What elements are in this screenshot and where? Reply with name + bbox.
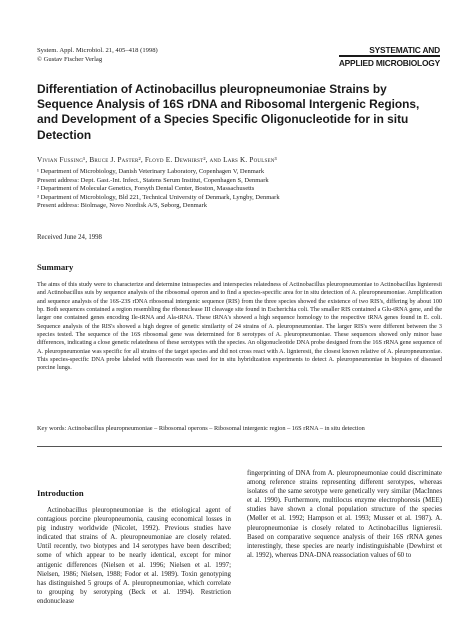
introduction-paragraph: Actinobacillus pleuropneumoniae is the etiological agent of contagious porcine pleuropneumonia, causing economical losses in pig industry worldwide (Nicolet, 1992). Previous studies have indicated that strains of A. pleuropneumoniae are closely related. Until recently, two biotypes and 14 serotypes have been described; some of which appear to be nearly identical, except for minor antigenic differences (Nielsen et al. 1996; Nielsen et al. 1997; Nielsen, 1986; Nielsen, 1988; Fodor et al. 1989). Toxin genotyping has distinguished 5 groups of A. pleuropneumoniae, which correlate to grouping by serotyping (Beck et al. 1994). Restriction endonuclease (37, 507, 231, 605)
author-list: Vivian Fussing¹, Bruce J. Paster², Floyd E. Dewhirst², and Lars K. Poulsen³ (37, 156, 277, 164)
affiliation-line: Present address: Dept. Gast.-Int. Infect., Statens Serum Institut, Copenhagen S, Denmark (37, 176, 269, 184)
introduction-left-column (37, 506, 231, 606)
affiliation-line: ³ Department of Microbiology, Bld 221, Technical University of Denmark, Lyngby, Denmark (37, 193, 280, 201)
introduction-right-column (247, 469, 442, 560)
summary-text: The aims of this study were to characterize and determine intraspecies and interspecies relatedness of Actinobacillus pleuropneumoniae to Actinobacillus lignieresii and Actinobacillus suis by sequence analysis of the ribosomal operon and to find a species-specific area for in situ detection of A. pleuropneumoniae. Amplification and sequence analysis of the 16S-23S rDNA ribosomal intergenic sequence (RIS) from the three species showed the existence of two RIS's, differing by about 100 bp. Both sequences contained a region resembling the ribonuclease III cleavage site found in Escherichia coli. The smaller RIS contained a Glu-tRNA gene, and the larger one contained genes encoding Ile-tRNA and Ala-tRNA. These tRNA's showed a high sequence homology to the respective tRNA genes found in E. coli. Sequence analysis of the RIS's showed a high degree of genetic similarity of 24 strains of A. pleuropneumoniae. The larger RIS's were different between the 3 species tested. The sequence of the 16S ribosomal gene was determined for 8 serotypes of A. pleuropneumoniae. These sequences showed only minor base differences, indicating a close genetic relatedness of these serotypes with the species. An oligonucleotide DNA probe designed from the 16S rRNA gene sequence of A. pleuropneumoniae was specific for all strains of the target species and did not cross react with A. lignieresii, the closest known relative of A. pleuropneumoniae. This species-specific DNA probe labeled with fluorescein was used for in situ hybridization experiments to detect A. pleuropneumoniae in biopsies of diseased porcine lungs. (37, 282, 442, 372)
paper-title: Differentiation of Actinobacillus pleuropneumoniae Strains by Sequence Analysis of 16S rDNA and Ribosomal Intergenic Regions, and Development of a Species Specific Oligonucleotide for in situ Detection (37, 82, 420, 142)
received-date: Received June 24, 1998 (37, 234, 102, 241)
journal-citation-line: System. Appl. Microbiol. 21, 405–418 (1998) (37, 47, 158, 54)
affiliation-line: Present address: Biolmage, Novo Nordisk A/S, Søborg, Denmark (37, 202, 207, 210)
summary-heading: Summary (37, 262, 74, 272)
journal-citation (37, 46, 158, 64)
journal-logo-line1: SYSTEMATIC AND (369, 45, 440, 55)
introduction-paragraph-continued: fingerprinting of DNA from A. pleuropneumoniae could discriminate among reference strains representing different serotypes, whereas isolates of the same serotype were genetically very similar (MacInnes et al. 1990). Furthermore, multilocus enzyme electrophoresis (MEE) studies have shown a clonal population structure of the species (Møller et al. 1992; Hampson et al. 1993; Musser et al. 1987). A. pleuropneumoniae is closely related to Actinobacillus lignieresii. Based on comparative sequence analysis of their 16S rRNA genes interestingly, these species are nearly indistinguishable (Dewhirst et al. 1992), whereas DNA-DNA reassociation values of 60 to (247, 470, 442, 559)
journal-logo (339, 45, 440, 68)
affiliation-line: ² Department of Molecular Genetics, Forsyth Dental Center, Boston, Massachusetts (37, 185, 255, 193)
keywords: Key words: Actinobacillus pleuropneumoniae – Ribosomal operons – Ribosomal intergenic region – 16S rRNA – in situ detection (37, 425, 365, 432)
publisher-line: © Gustav Fischer Verlag (37, 56, 103, 63)
affiliations (37, 168, 442, 211)
journal-logo-line2: APPLIED MICROBIOLOGY (339, 55, 440, 68)
section-divider (37, 446, 442, 447)
introduction-heading: Introduction (37, 488, 84, 498)
affiliation-line: ¹ Department of Microbiology, Danish Veterinary Laboratory, Copenhagen V, Denmark (37, 168, 265, 175)
